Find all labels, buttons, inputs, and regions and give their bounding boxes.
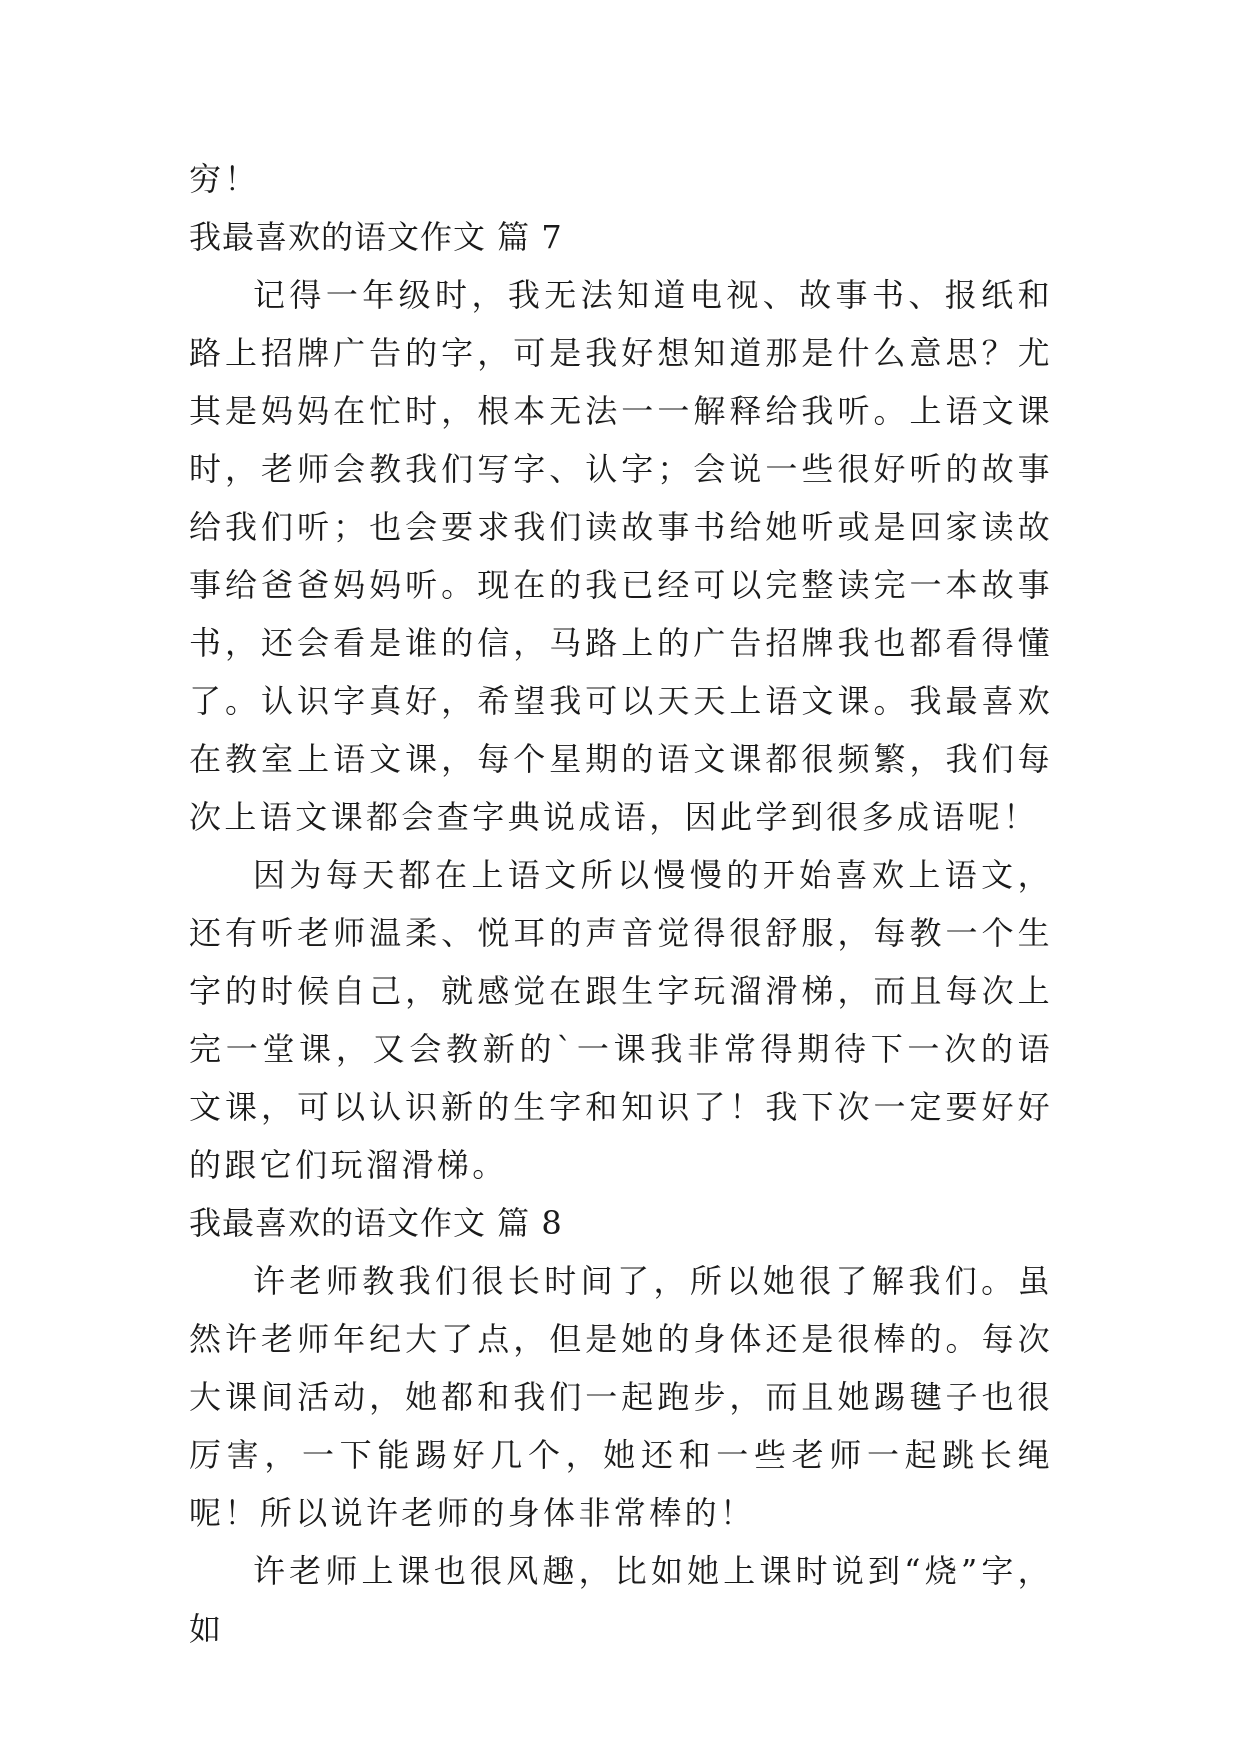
paragraph: 许老师教我们很长时间了，所以她很了解我们。虽然许老师年纪大了点，但是她的身体还是很棒的。每次大课间活动，她都和我们一起跑步，而且她踢毽子也很厉害，一下能踢好几个，她还和一些老师一起跳长绳呢！所以说许老师的身体非常棒的！ xyxy=(189,1262,1053,1532)
section-heading: 我最喜欢的语文作文 篇 8 xyxy=(189,1204,563,1242)
paragraph: 许老师上课也很风趣，比如她上课时说到“烧”字，如 xyxy=(189,1552,1053,1648)
paragraph: 记得一年级时，我无法知道电视、故事书、报纸和路上招牌广告的字，可是我好想知道那是什么意思？尤其是妈妈在忙时，根本无法一一解释给我听。上语文课时，老师会教我们写字、认字；会说一些很好听的故事给我们听；也会要求我们读故事书给她听或是回家读故事给爸爸妈妈听。现在的我已经可以完整读完一本故事书，还会看是谁的信，马路上的广告招牌我也都看得懂了。认识字真好，希望我可以天天上语文课。我最喜欢在教室上语文课，每个星期的语文课都很频繁，我们每次上语文课都会查字典说成语，因此学到很多成语呢！ xyxy=(189,276,1053,836)
continuation-text: 穷！ xyxy=(189,160,260,198)
document-page xyxy=(189,150,1053,1658)
section-heading: 我最喜欢的语文作文 篇 7 xyxy=(189,218,563,256)
paragraph: 因为每天都在上语文所以慢慢的开始喜欢上语文，还有听老师温柔、悦耳的声音觉得很舒服，每教一个生字的时候自己，就感觉在跟生字玩溜滑梯，而且每次上完一堂课，又会教新的`一课我非常得期待下一次的语文课，可以认识新的生字和知识了！我下次一定要好好的跟它们玩溜滑梯。 xyxy=(189,856,1053,1184)
